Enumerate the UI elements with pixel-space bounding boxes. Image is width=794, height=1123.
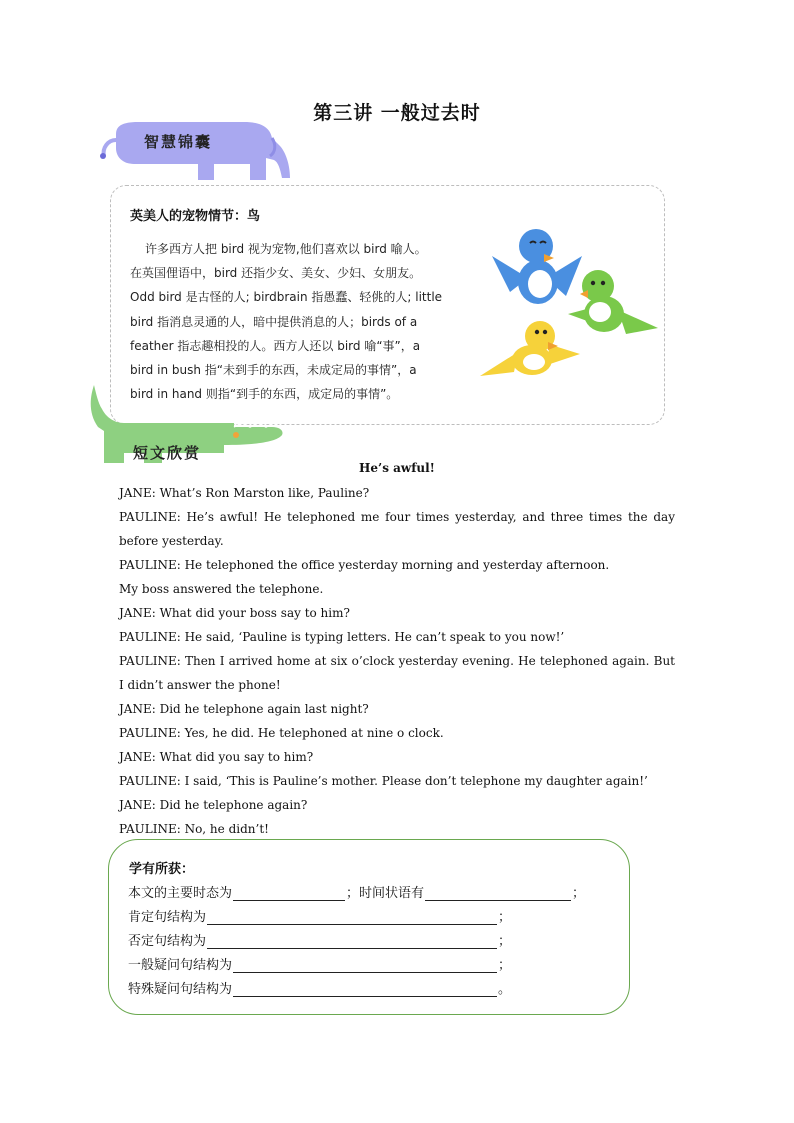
info-heading: 英美人的宠物情节：鸟 [130, 209, 261, 224]
dialogue-line: PAULINE: Yes, he did. He telephoned at nine o clock. [119, 726, 444, 740]
dialogue-line: JANE: Did he telephone again? [119, 798, 308, 812]
general-question-structure-blank[interactable] [233, 958, 497, 973]
birds-illustration-icon [470, 226, 660, 396]
info-line: 在英国俚语中，bird 还指少女、美女、少妇、女朋友。 [130, 266, 422, 280]
summary-end-mark: ； [572, 886, 586, 901]
page-title: 第三讲 一般过去时 [313, 102, 481, 124]
summary-end-mark: ； [498, 910, 512, 925]
elephant-banner-icon [94, 118, 294, 186]
summary-end-mark: ； [498, 958, 512, 973]
summary-label: 一般疑问句结构为 [128, 958, 233, 973]
affirmative-structure-blank[interactable] [207, 910, 497, 925]
summary-label: 否定句结构为 [128, 934, 207, 949]
article-title: He’s awful! [359, 461, 435, 475]
negative-structure-blank[interactable] [207, 934, 497, 949]
info-line: 许多西方人把 bird 视为宠物,他们喜欢以 bird 喻人。 [145, 242, 427, 256]
summary-end-mark: ； [498, 934, 512, 949]
dialogue-line: JANE: Did he telephone again last night? [119, 702, 369, 716]
dialogue-line: My boss answered the telephone. [119, 582, 324, 596]
summary-label: 特殊疑问句结构为 [128, 982, 233, 997]
info-line: bird 指消息灵通的人，暗中提供消息的人；birds of a [130, 315, 418, 329]
dialogue-line: PAULINE: He said, ‘Pauline is typing letters. He can’t speak to you now!’ [119, 630, 565, 644]
dialogue-line: PAULINE: I said, ‘This is Pauline’s mother. Please don’t telephone my daughter again!’ [119, 774, 648, 788]
dialogue-line: PAULINE: No, he didn’t! [119, 822, 269, 836]
dialogue-line: PAULINE: He’s awful! He telephoned me four times yesterday, and three times the day before yesterday. [119, 510, 675, 548]
time-adverbial-blank[interactable] [425, 886, 571, 901]
dialogue-line: PAULINE: He telephoned the office yesterday morning and yesterday afternoon. [119, 558, 610, 572]
section-label-tips: 智慧锦囊 [144, 133, 213, 151]
dialogue-line: JANE: What did you say to him? [119, 750, 314, 764]
dialogue-line: PAULINE: Then I arrived home at six o’clock yesterday evening. He telephoned again. But I didn’t answer the phone! [119, 654, 675, 692]
dialogue-line: JANE: What did your boss say to him? [119, 606, 350, 620]
summary-label: 肯定句结构为 [128, 910, 207, 925]
info-line: bird in bush 指“未到手的东西，未成定局的事情”，a [130, 363, 417, 377]
summary-label: ；时间状语有 [346, 886, 425, 901]
tense-blank[interactable] [233, 886, 345, 901]
dialogue-line: JANE: What’s Ron Marston like, Pauline? [119, 486, 370, 500]
summary-line-negative [128, 930, 511, 949]
summary-line-affirmative [128, 906, 511, 925]
summary-line-special-question [128, 978, 511, 997]
special-question-structure-blank[interactable] [233, 982, 497, 997]
summary-line-tense [128, 882, 585, 901]
info-line: bird in hand 则指“到手的东西，成定局的事情”。 [130, 387, 399, 401]
summary-end-mark: 。 [498, 982, 512, 997]
info-line: feather 指志趣相投的人。西方人还以 bird 喻“事”，a [130, 339, 421, 353]
summary-label: 本文的主要时态为 [128, 886, 233, 901]
summary-box [108, 839, 630, 1015]
info-line: Odd bird 是古怪的人; birdbrain 指愚蠢、轻佻的人; little [130, 290, 443, 304]
summary-line-general-question [128, 954, 511, 973]
summary-heading: 学有所获： [129, 862, 195, 877]
section-label-reading: 短文欣赏 [133, 444, 202, 462]
